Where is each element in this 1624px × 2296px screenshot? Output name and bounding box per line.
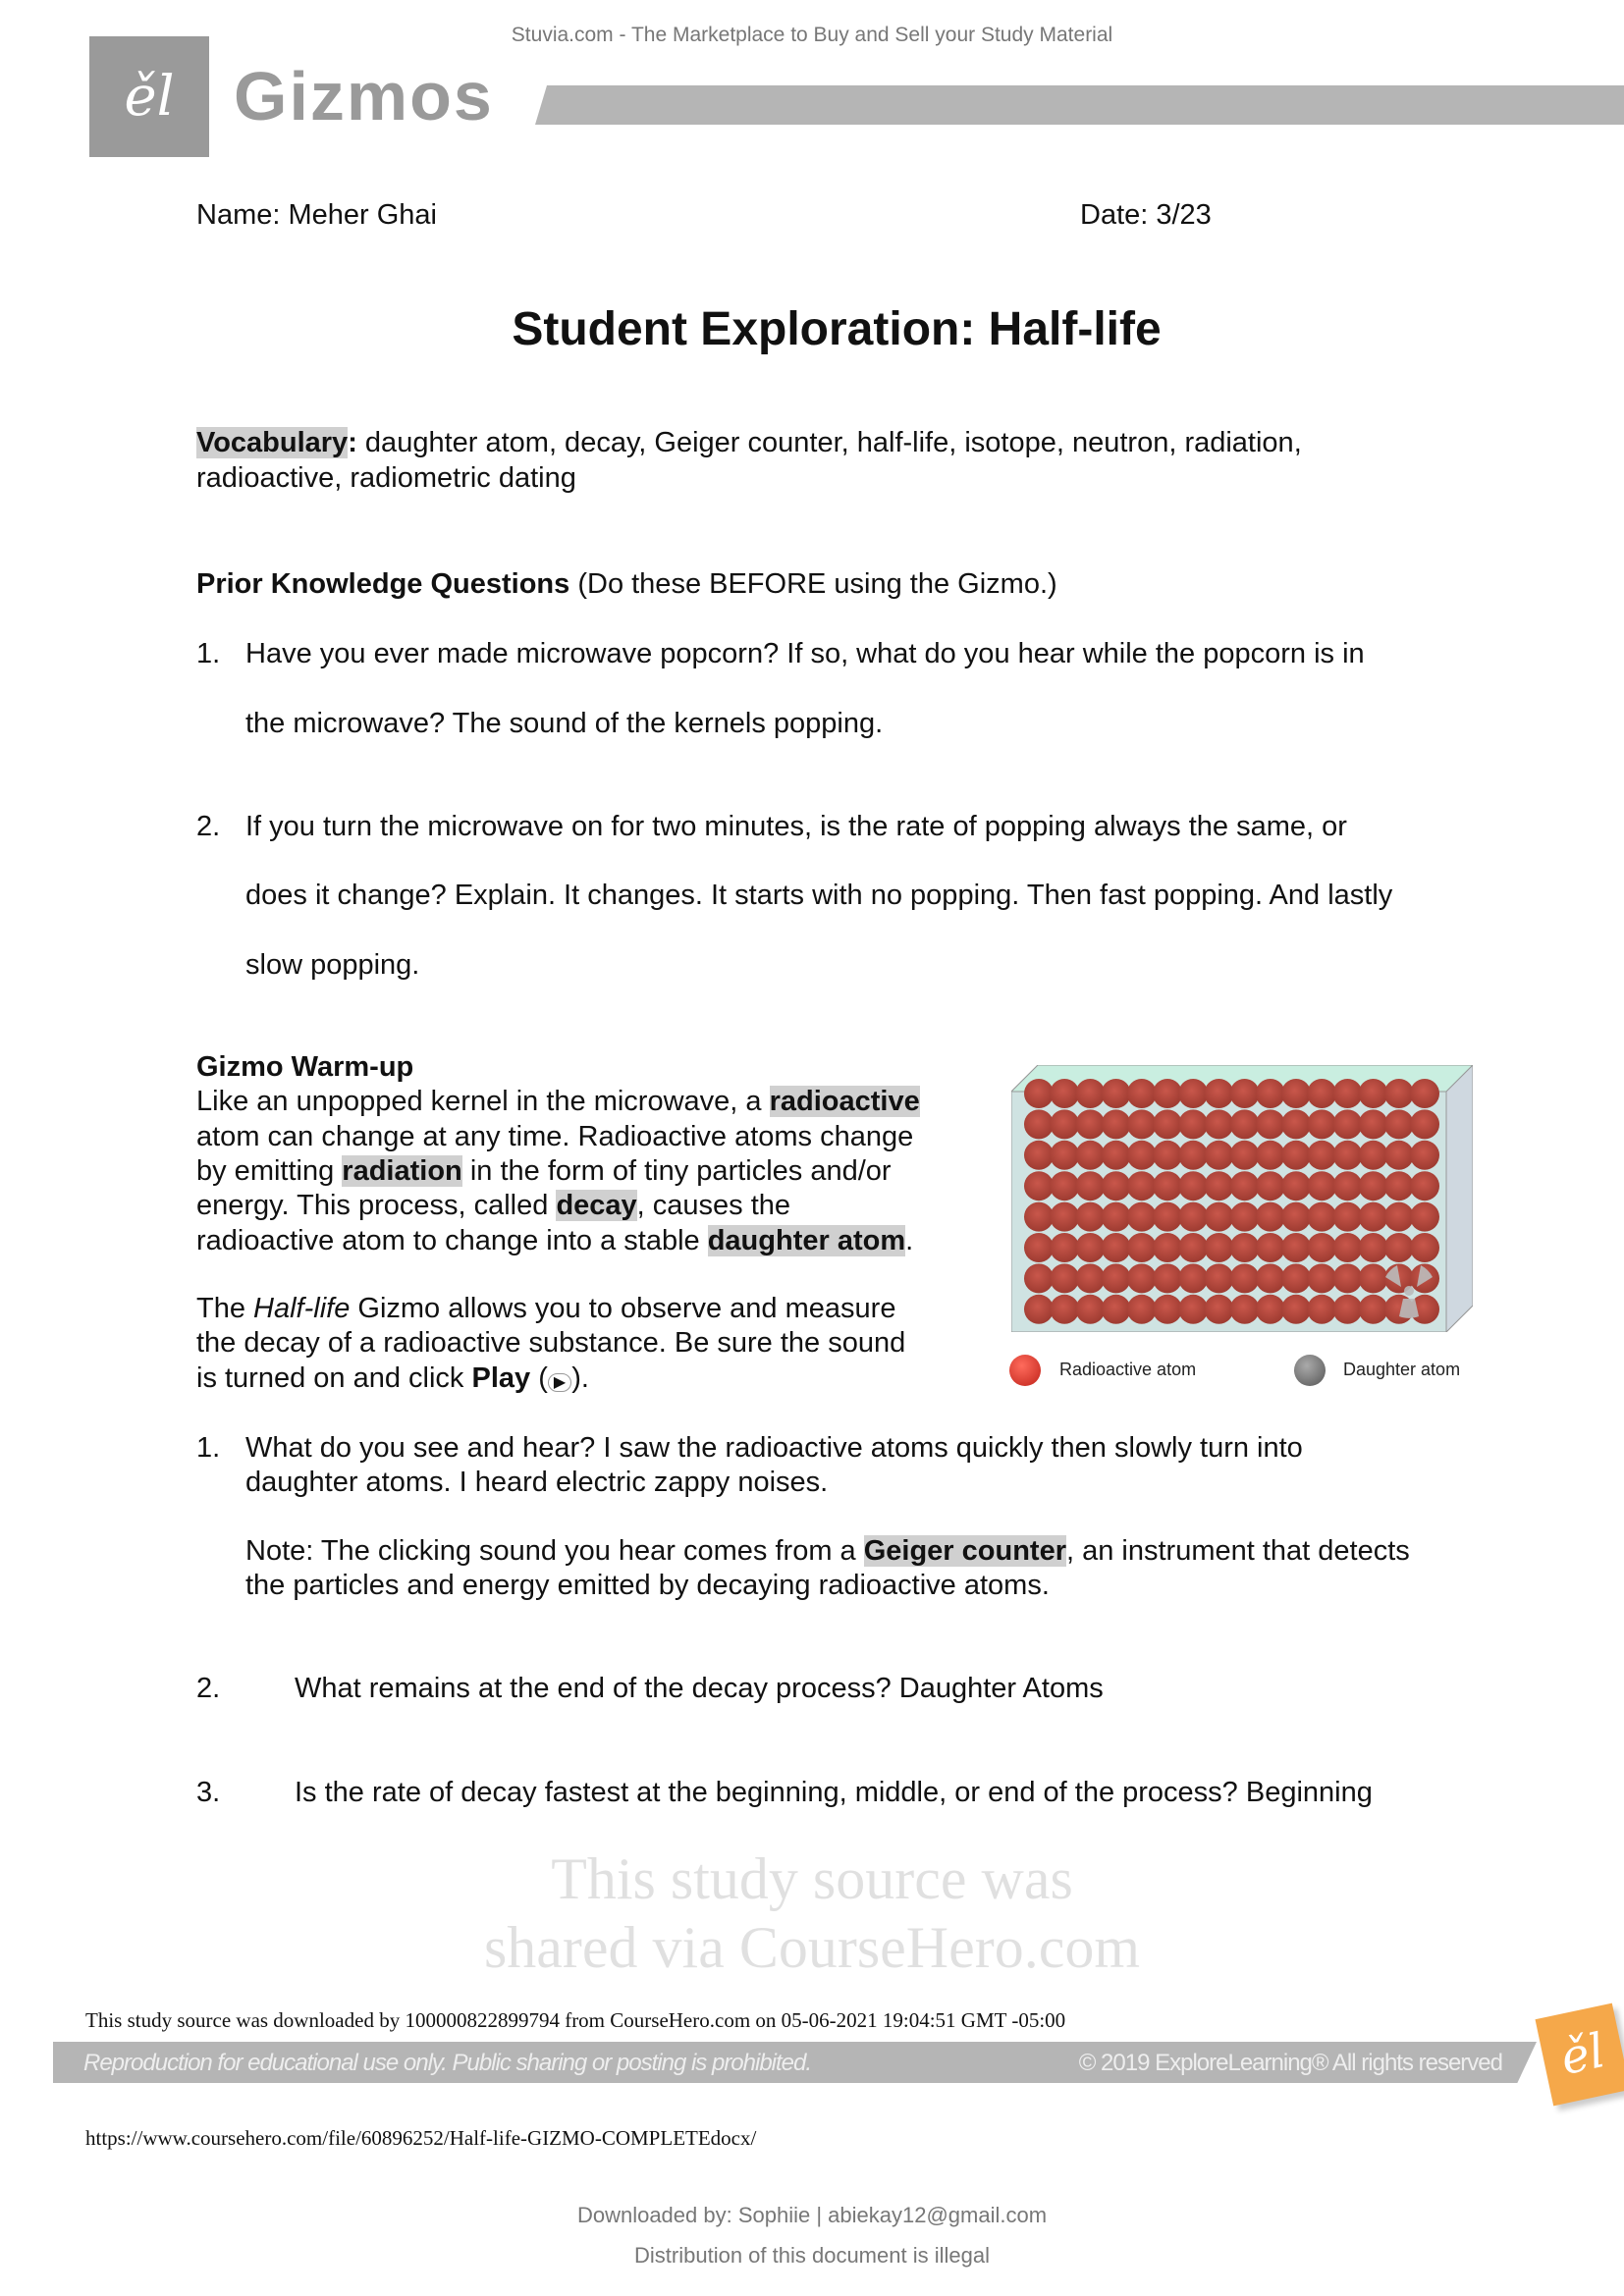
- prior-q2-answer: slow popping.: [245, 949, 420, 981]
- daughter-atom-legend-icon: [1294, 1355, 1326, 1386]
- downloaded-by: Downloaded by: Sophiie | abiekay12@gmail.com: [576, 2203, 1048, 2227]
- question-number: 2.: [196, 1673, 221, 1704]
- warmup-q1-answer: daughter atoms. I heard electric zappy noises.: [245, 1467, 829, 1498]
- play-label: Play: [471, 1362, 531, 1394]
- explorelearning-logo-icon: ěl: [1536, 2003, 1624, 2107]
- warmup-heading: Gizmo Warm-up: [196, 1051, 414, 1083]
- radioactive-atom: [1307, 1233, 1336, 1262]
- radioactive-atom: [1102, 1109, 1131, 1139]
- vocabulary-label: Vocabulary: [196, 427, 349, 458]
- radioactive-atom: [1204, 1079, 1233, 1108]
- text: Note: The clicking sound you hear comes from a: [245, 1535, 864, 1567]
- radioactive-atom: [1178, 1202, 1208, 1232]
- radioactive-atom: [1359, 1079, 1388, 1108]
- radioactive-atom: [1153, 1202, 1182, 1232]
- radioactive-atom: [1307, 1079, 1336, 1108]
- radioactive-atom: [1281, 1171, 1311, 1201]
- radioactive-atom: [1359, 1171, 1388, 1201]
- text: energy. This process, called: [196, 1190, 557, 1221]
- text: , an instrument that detects: [1066, 1535, 1410, 1567]
- radioactive-atom: [1204, 1295, 1233, 1324]
- radioactive-atom: [1050, 1295, 1079, 1324]
- atom-container-image: [1011, 1065, 1473, 1332]
- radioactive-atom: [1410, 1109, 1439, 1139]
- warmup-p1-line5: [196, 1223, 913, 1258]
- radioactive-atom: [1204, 1233, 1233, 1262]
- radioactive-atom: [1075, 1202, 1105, 1232]
- header-bar: [535, 85, 1624, 125]
- term-decay: decay: [556, 1190, 637, 1221]
- radioactive-atom: [1256, 1079, 1285, 1108]
- radioactive-atom: [1410, 1233, 1439, 1262]
- radioactive-atom: [1178, 1079, 1208, 1108]
- radioactive-atom: [1075, 1141, 1105, 1170]
- radioactive-atom: [1281, 1079, 1311, 1108]
- radioactive-atom: [1204, 1263, 1233, 1293]
- radioactive-atom: [1410, 1079, 1439, 1108]
- radioactive-atom: [1230, 1202, 1260, 1232]
- radioactive-atom: [1153, 1141, 1182, 1170]
- gizmos-logo-icon: ěl: [89, 36, 209, 157]
- radioactive-atom: [1307, 1109, 1336, 1139]
- radioactive-atom: [1178, 1263, 1208, 1293]
- radioactive-atom: [1384, 1141, 1414, 1170]
- subheading: (Do these BEFORE using the Gizmo.): [569, 568, 1057, 600]
- radioactive-atom: [1178, 1109, 1208, 1139]
- radioactive-atom: [1384, 1202, 1414, 1232]
- radioactive-atom: [1050, 1079, 1079, 1108]
- warmup-q2: What remains at the end of the decay process? Daughter Atoms: [295, 1673, 1104, 1704]
- radioactive-atom: [1230, 1079, 1260, 1108]
- student-name: Name: Meher Ghai: [196, 199, 437, 231]
- container-side: [1446, 1065, 1473, 1332]
- text: Gizmo allows you to observe and measure: [350, 1293, 896, 1324]
- text: .: [905, 1225, 914, 1256]
- radioactive-atom: [1050, 1263, 1079, 1293]
- radioactive-atom: [1281, 1295, 1311, 1324]
- warmup-p1-line4: [196, 1188, 790, 1223]
- warmup-q1-line: What do you see and hear? I saw the radioactive atoms quickly then slowly turn into: [245, 1432, 1303, 1464]
- radioactive-atom: [1256, 1109, 1285, 1139]
- radioactive-atom: [1127, 1171, 1157, 1201]
- radioactive-atom: [1153, 1233, 1182, 1262]
- question-number: 2.: [196, 811, 221, 842]
- watermark-line-1: This study source was: [551, 1846, 1073, 1911]
- radioactive-atom: [1359, 1295, 1388, 1324]
- radioactive-atom: [1127, 1079, 1157, 1108]
- radioactive-atom: [1075, 1079, 1105, 1108]
- radioactive-atom: [1102, 1079, 1131, 1108]
- prior-q2-line: If you turn the microwave on for two minutes, is the rate of popping always the same, or: [245, 811, 1347, 842]
- radioactive-atom: [1281, 1233, 1311, 1262]
- question-number: 1.: [196, 1432, 221, 1464]
- radioactive-atom: [1384, 1233, 1414, 1262]
- heading: Prior Knowledge Questions: [196, 568, 570, 600]
- radioactive-atom: [1075, 1109, 1105, 1139]
- radioactive-atom: [1102, 1171, 1131, 1201]
- radioactive-atom: [1127, 1109, 1157, 1139]
- radioactive-atom: [1050, 1171, 1079, 1201]
- radioactive-atom: [1230, 1171, 1260, 1201]
- warmup-p2-line2: the decay of a radioactive substance. Be sure the sound: [196, 1327, 906, 1359]
- warmup-p1-line3: [196, 1153, 892, 1189]
- radioactive-atom: [1332, 1263, 1362, 1293]
- radioactive-atom: [1024, 1233, 1054, 1262]
- term-radioactive: radioactive: [769, 1086, 920, 1117]
- radioactive-atom: [1050, 1109, 1079, 1139]
- radioactive-atom: [1178, 1141, 1208, 1170]
- radioactive-atom: [1410, 1141, 1439, 1170]
- radioactive-atom: [1204, 1109, 1233, 1139]
- radioactive-atom: [1384, 1109, 1414, 1139]
- vocabulary-line-1: [196, 425, 1302, 460]
- text: Like an unpopped kernel in the microwave, a: [196, 1086, 770, 1117]
- radioactive-atom: [1102, 1233, 1131, 1262]
- legend-daughter: Daughter atom: [1343, 1360, 1461, 1379]
- watermark-line-2: shared via CourseHero.com: [483, 1915, 1141, 1980]
- radioactive-atom: [1307, 1202, 1336, 1232]
- stuvia-header: Stuvia.com - The Marketplace to Buy and Sell your Study Material: [511, 24, 1113, 46]
- radioactive-atom: [1024, 1171, 1054, 1201]
- radioactive-atom: [1281, 1109, 1311, 1139]
- radioactive-atom: [1332, 1233, 1362, 1262]
- source-url[interactable]: https://www.coursehero.com/file/60896252/Half-life-GIZMO-COMPLETEdocx/: [85, 2126, 757, 2150]
- play-icon: ▶: [548, 1373, 571, 1392]
- radioactive-atom: [1050, 1141, 1079, 1170]
- radioactive-atom: [1204, 1202, 1233, 1232]
- warmup-p2-line1: [196, 1291, 895, 1326]
- radioactive-atom: [1256, 1233, 1285, 1262]
- radioactive-atom-legend-icon: [1009, 1355, 1041, 1386]
- vocabulary-line-2: radioactive, radiometric dating: [196, 462, 576, 494]
- radioactive-atom: [1050, 1202, 1079, 1232]
- radioactive-atom: [1307, 1171, 1336, 1201]
- radioactive-atom: [1153, 1295, 1182, 1324]
- radioactive-atom: [1332, 1079, 1362, 1108]
- radioactive-atom: [1102, 1141, 1131, 1170]
- distribution-notice: Distribution of this document is illegal: [634, 2243, 990, 2268]
- text: The: [196, 1293, 254, 1324]
- radioactive-atom: [1359, 1141, 1388, 1170]
- radioactive-atom: [1384, 1171, 1414, 1201]
- radioactive-atom: [1332, 1171, 1362, 1201]
- radioactive-atom: [1075, 1295, 1105, 1324]
- radioactive-atom: [1024, 1263, 1054, 1293]
- radioactive-atom: [1281, 1202, 1311, 1232]
- radioactive-atom: [1024, 1141, 1054, 1170]
- radioactive-atom: [1024, 1109, 1054, 1139]
- prior-knowledge-heading: [196, 566, 1057, 602]
- radioactive-atom: [1410, 1171, 1439, 1201]
- radioactive-atom: [1153, 1263, 1182, 1293]
- radioactive-atom: [1307, 1141, 1336, 1170]
- question-number: 1.: [196, 638, 221, 669]
- radioactive-atom: [1307, 1263, 1336, 1293]
- radioactive-atom: [1281, 1141, 1311, 1170]
- term-radiation: radiation: [342, 1155, 462, 1187]
- radioactive-atom: [1178, 1233, 1208, 1262]
- reproduction-notice: Reproduction for educational use only. Public sharing or posting is prohibited.: [83, 2050, 812, 2076]
- radioactive-atom: [1332, 1202, 1362, 1232]
- warmup-p1-line1: [196, 1084, 920, 1119]
- radioactive-atom: [1127, 1233, 1157, 1262]
- text: , causes the: [636, 1190, 791, 1221]
- warmup-q3: Is the rate of decay fastest at the beginning, middle, or end of the process? Beginning: [295, 1777, 1373, 1808]
- radioactive-atom: [1204, 1171, 1233, 1201]
- radioactive-atom: [1230, 1295, 1260, 1324]
- legend-radioactive: Radioactive atom: [1059, 1360, 1197, 1379]
- note-line1: [245, 1533, 1410, 1569]
- vocab-terms: daughter atom, decay, Geiger counter, half-life, isotope, neutron, radiation,: [356, 427, 1302, 458]
- radioactive-atom: [1281, 1263, 1311, 1293]
- radioactive-atom: [1178, 1295, 1208, 1324]
- warmup-p2-line3: [196, 1361, 589, 1401]
- radioactive-atom: [1332, 1109, 1362, 1139]
- radioactive-atom: [1024, 1079, 1054, 1108]
- radioactive-atom: [1204, 1141, 1233, 1170]
- radioactive-atom: [1050, 1233, 1079, 1262]
- prior-q1-line: Have you ever made microwave popcorn? If so, what do you hear while the popcorn is in: [245, 638, 1365, 669]
- radioactive-atom: [1256, 1141, 1285, 1170]
- gizmo-name: Half-life: [253, 1293, 351, 1324]
- prior-q2-answer: does it change? Explain. It changes. It starts with no popping. Then fast popping. And lastly: [245, 880, 1393, 911]
- copyright: © 2019 ExploreLearning® All rights reserved: [1078, 2050, 1502, 2076]
- text: ).: [571, 1362, 589, 1394]
- text: in the form of tiny particles and/or: [461, 1155, 892, 1187]
- radioactive-atom: [1024, 1295, 1054, 1324]
- radioactive-atom: [1127, 1263, 1157, 1293]
- radioactive-atom: [1256, 1171, 1285, 1201]
- radioactive-atom: [1230, 1141, 1260, 1170]
- radioactive-atom: [1230, 1233, 1260, 1262]
- term-geiger-counter: Geiger counter: [863, 1535, 1066, 1567]
- download-notice: This study source was downloaded by 100000822899794 from CourseHero.com on 05-06-2021 19:04:51 GMT -05:00: [85, 2008, 1066, 2032]
- radioactive-atom: [1307, 1295, 1336, 1324]
- radioactive-atom: [1410, 1202, 1439, 1232]
- radioactive-atom: [1102, 1295, 1131, 1324]
- question-number: 3.: [196, 1777, 221, 1808]
- radioactive-atom: [1359, 1202, 1388, 1232]
- prior-q1-answer: the microwave? The sound of the kernels popping.: [245, 708, 884, 739]
- text: by emitting: [196, 1155, 343, 1187]
- radioactive-atom: [1359, 1263, 1388, 1293]
- term-daughter-atom: daughter atom: [707, 1225, 906, 1256]
- radioactive-atom: [1075, 1263, 1105, 1293]
- radioactive-atom: [1359, 1109, 1388, 1139]
- radioactive-atom: [1075, 1233, 1105, 1262]
- colon: :: [348, 427, 357, 458]
- warmup-p1-line2: atom can change at any time. Radioactive atoms change: [196, 1121, 914, 1152]
- note-line2: the particles and energy emitted by decaying radioactive atoms.: [245, 1570, 1050, 1601]
- text: is turned on and click: [196, 1362, 472, 1394]
- radioactive-atom: [1230, 1109, 1260, 1139]
- radioactive-atom: [1127, 1141, 1157, 1170]
- radioactive-atom: [1256, 1295, 1285, 1324]
- text: radioactive atom to change into a stable: [196, 1225, 708, 1256]
- radioactive-atom: [1102, 1202, 1131, 1232]
- radioactive-atom: [1153, 1079, 1182, 1108]
- radioactive-atom: [1127, 1295, 1157, 1324]
- radioactive-atom: [1153, 1171, 1182, 1201]
- radioactive-atom: [1153, 1109, 1182, 1139]
- radioactive-atom: [1332, 1141, 1362, 1170]
- radioactive-atom: [1359, 1233, 1388, 1262]
- radioactive-atom: [1256, 1263, 1285, 1293]
- text: (: [530, 1362, 548, 1394]
- date: Date: 3/23: [1080, 199, 1212, 231]
- radioactive-atom: [1127, 1202, 1157, 1232]
- radioactive-atom: [1102, 1263, 1131, 1293]
- radioactive-atom: [1256, 1202, 1285, 1232]
- radioactive-atom: [1230, 1263, 1260, 1293]
- radioactive-atom: [1024, 1202, 1054, 1232]
- gizmos-brand: Gizmos: [234, 58, 494, 134]
- radioactive-atom: [1075, 1171, 1105, 1201]
- page-title: Student Exploration: Half-life: [512, 303, 1162, 355]
- radioactive-atom: [1178, 1171, 1208, 1201]
- radioactive-atom: [1332, 1295, 1362, 1324]
- radioactive-atom: [1384, 1079, 1414, 1108]
